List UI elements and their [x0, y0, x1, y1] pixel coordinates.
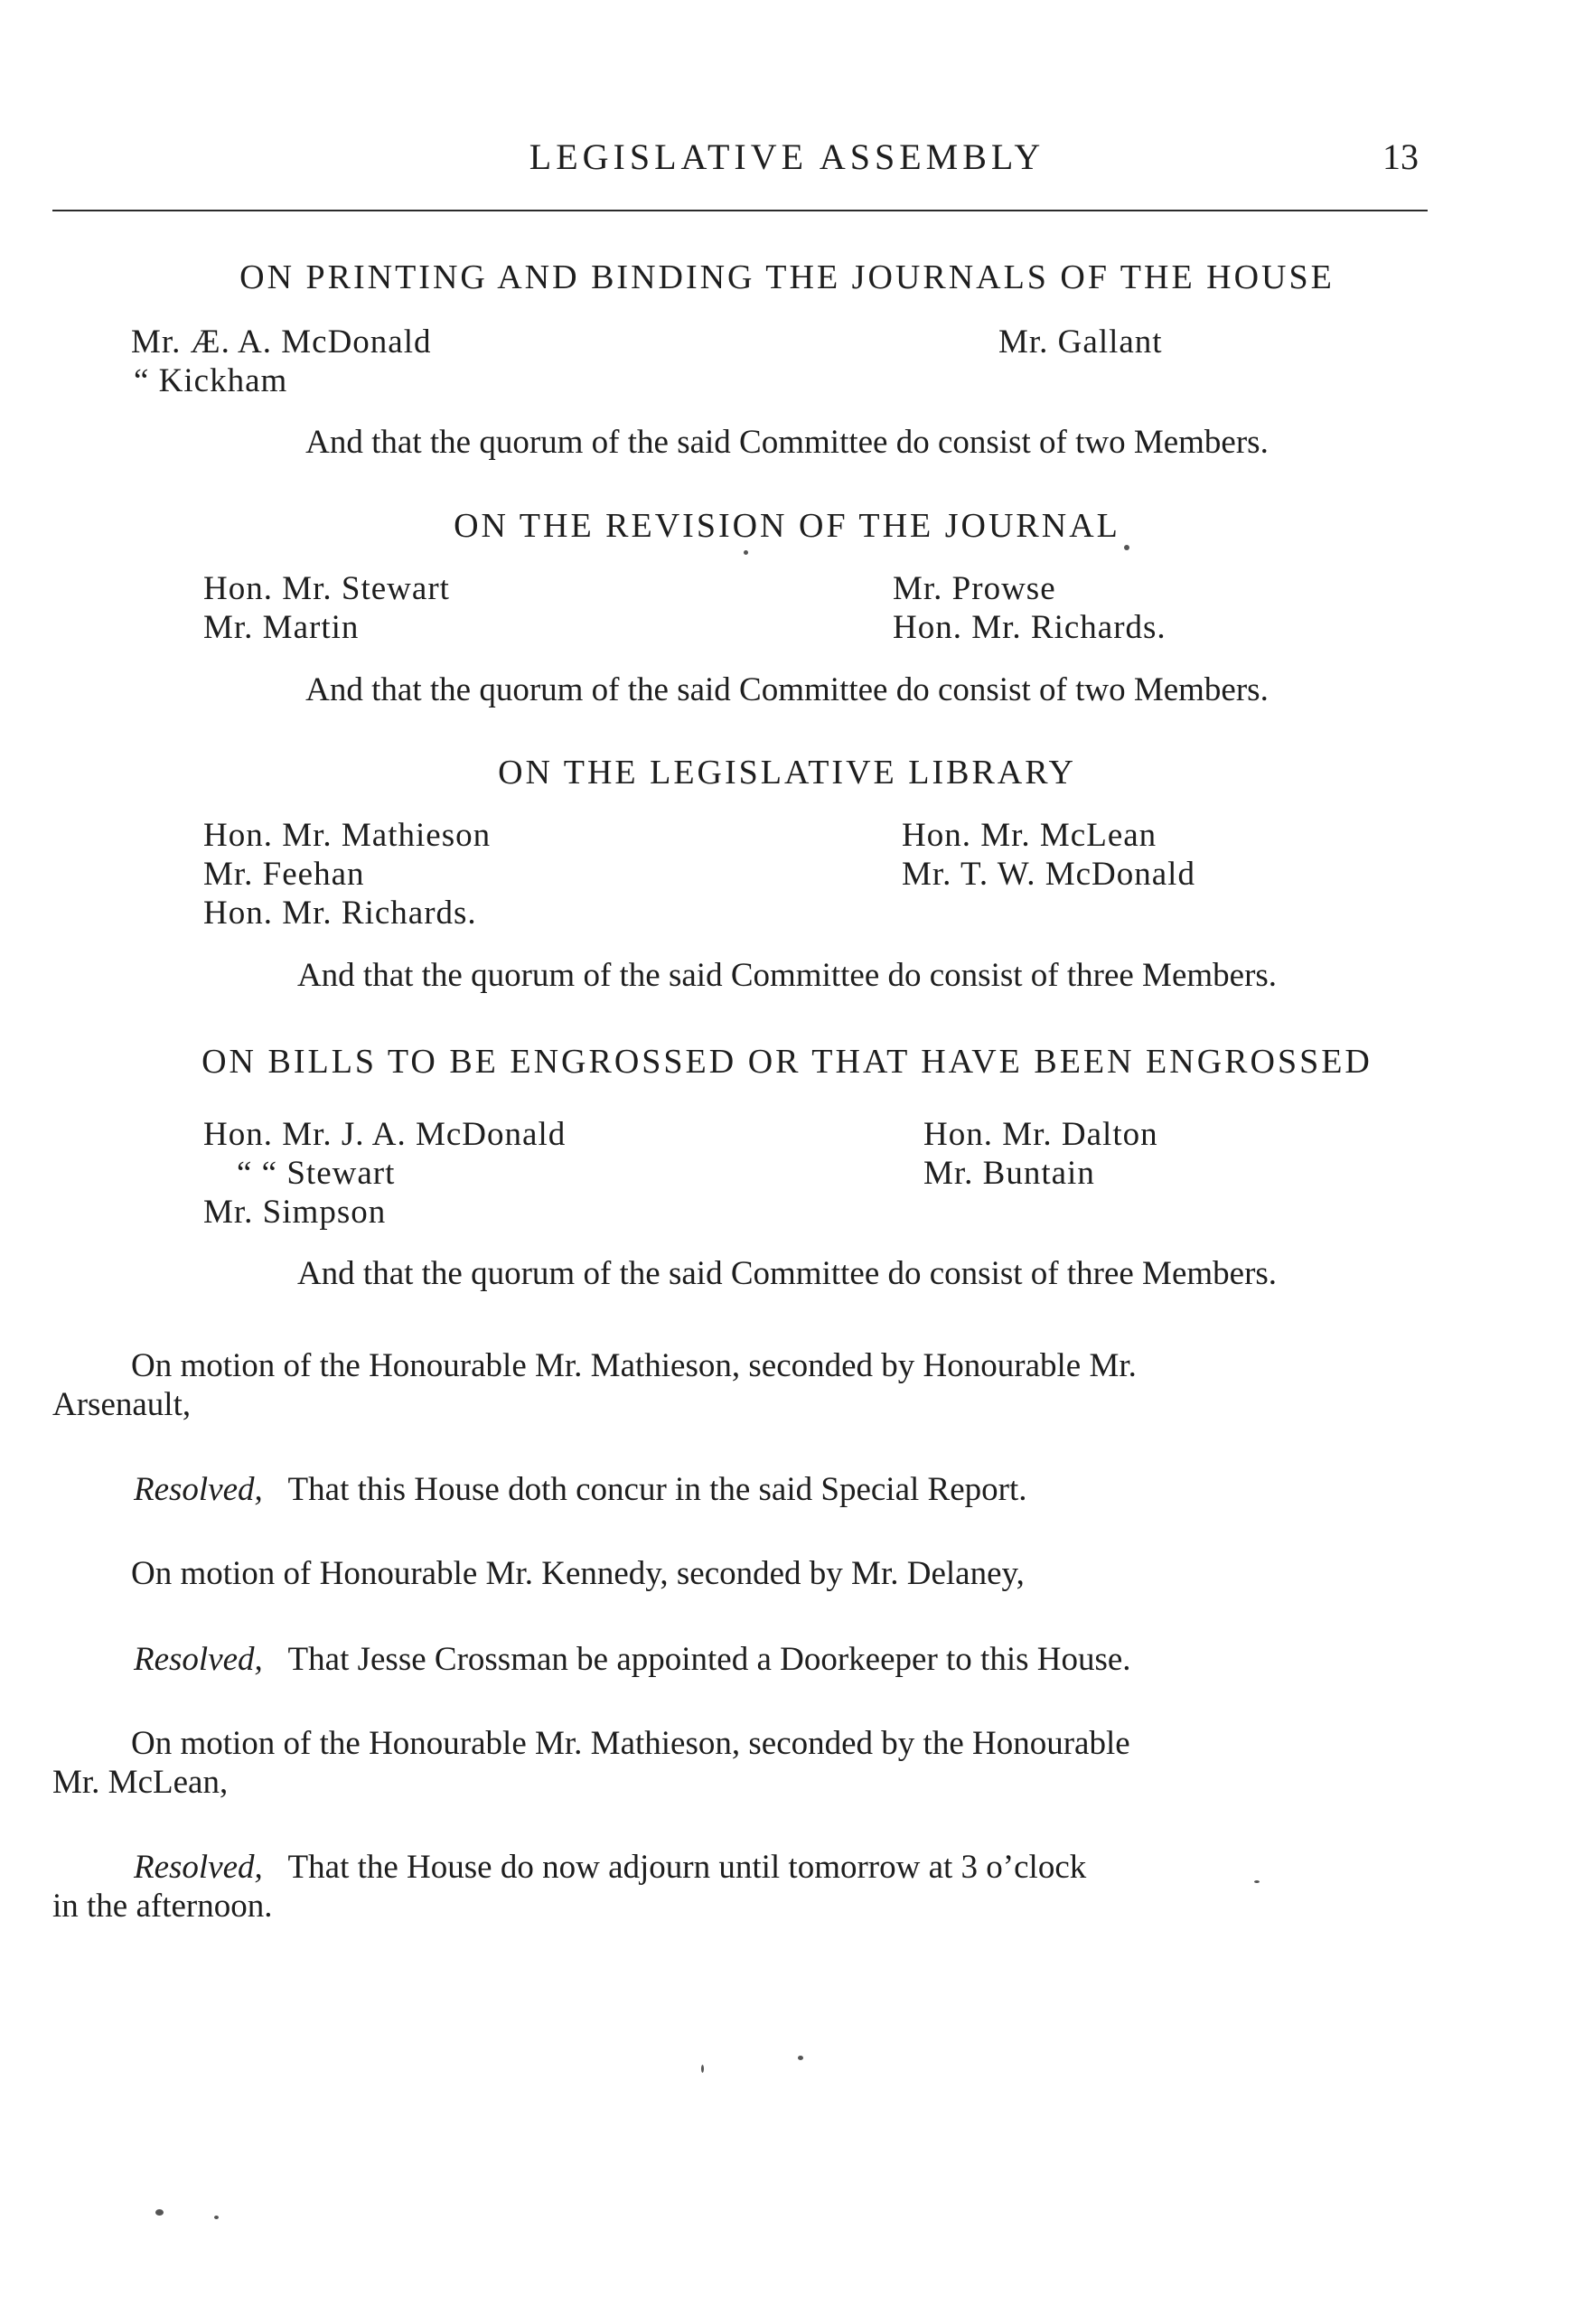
committee-member: Hon. Mr. J. A. McDonald	[203, 1116, 567, 1153]
header-rule	[52, 210, 1428, 211]
committee-member: Hon. Mr. Richards.	[893, 609, 1166, 646]
motion-text: On motion of the Honourable Mr. Mathieson, seconded by the Honourable	[131, 1725, 1130, 1762]
committee-member: “ “ Stewart	[237, 1155, 396, 1192]
quorum-statement: And that the quorum of the said Committee do consist of two Members.	[305, 671, 1269, 708]
committee-member: Mr. Buntain	[923, 1155, 1095, 1192]
committee-heading: ON PRINTING AND BINDING THE JOURNALS OF THE HOUSE	[239, 258, 1335, 296]
committee-member: Mr. Simpson	[203, 1194, 387, 1231]
committee-member: Hon. Mr. Richards.	[203, 895, 477, 932]
motion-text-continued: Mr. McLean,	[52, 1764, 229, 1801]
resolution	[134, 1848, 1086, 1887]
resolution-text: That this House doth concur in the said Special Report.	[287, 1471, 1027, 1508]
committee-member: Mr. Feehan	[203, 856, 365, 893]
resolved-label: Resolved,	[134, 1641, 263, 1678]
committee-member: Hon. Mr. McLean	[902, 817, 1157, 854]
resolution	[134, 1640, 1131, 1679]
motion-text-continued: Arsenault,	[52, 1386, 192, 1423]
committee-member: Hon. Mr. Dalton	[923, 1116, 1158, 1153]
committee-member: Mr. Martin	[203, 609, 360, 646]
committee-member: Mr. Gallant	[998, 323, 1163, 361]
committee-member: Mr. T. W. McDonald	[902, 856, 1195, 893]
resolution	[134, 1470, 1027, 1509]
quorum-statement: And that the quorum of the said Committee do consist of three Members.	[296, 957, 1278, 994]
committee-heading: ON THE REVISION OF THE JOURNAL	[454, 507, 1120, 545]
resolved-label: Resolved,	[134, 1471, 263, 1508]
committee-heading: ON BILLS TO BE ENGROSSED OR THAT HAVE BEEN ENGROSSED	[201, 1043, 1373, 1081]
committee-member: Hon. Mr. Stewart	[203, 570, 450, 607]
committee-heading: ON THE LEGISLATIVE LIBRARY	[498, 754, 1076, 792]
running-head: LEGISLATIVE ASSEMBLY	[529, 136, 1045, 177]
committee-member: Hon. Mr. Mathieson	[203, 817, 492, 854]
page-number: 13	[1382, 136, 1419, 177]
committee-member: Mr. Æ. A. McDonald	[131, 323, 432, 361]
motion-text: On motion of the Honourable Mr. Mathieson, seconded by Honourable Mr.	[131, 1347, 1137, 1384]
resolution-text-continued: in the afternoon.	[52, 1888, 273, 1925]
resolution-text: That the House do now adjourn until tomorrow at 3 o’clock	[287, 1849, 1087, 1886]
quorum-statement: And that the quorum of the said Committee do consist of two Members.	[305, 424, 1269, 461]
motion-text: On motion of Honourable Mr. Kennedy, seconded by Mr. Delaney,	[131, 1555, 1025, 1592]
resolved-label: Resolved,	[134, 1849, 263, 1886]
quorum-statement: And that the quorum of the said Committee do consist of three Members.	[296, 1255, 1278, 1292]
committee-member: Mr. Prowse	[893, 570, 1056, 607]
resolution-text: That Jesse Crossman be appointed a Doorkeeper to this House.	[287, 1641, 1131, 1678]
committee-member: “ Kickham	[134, 362, 288, 399]
